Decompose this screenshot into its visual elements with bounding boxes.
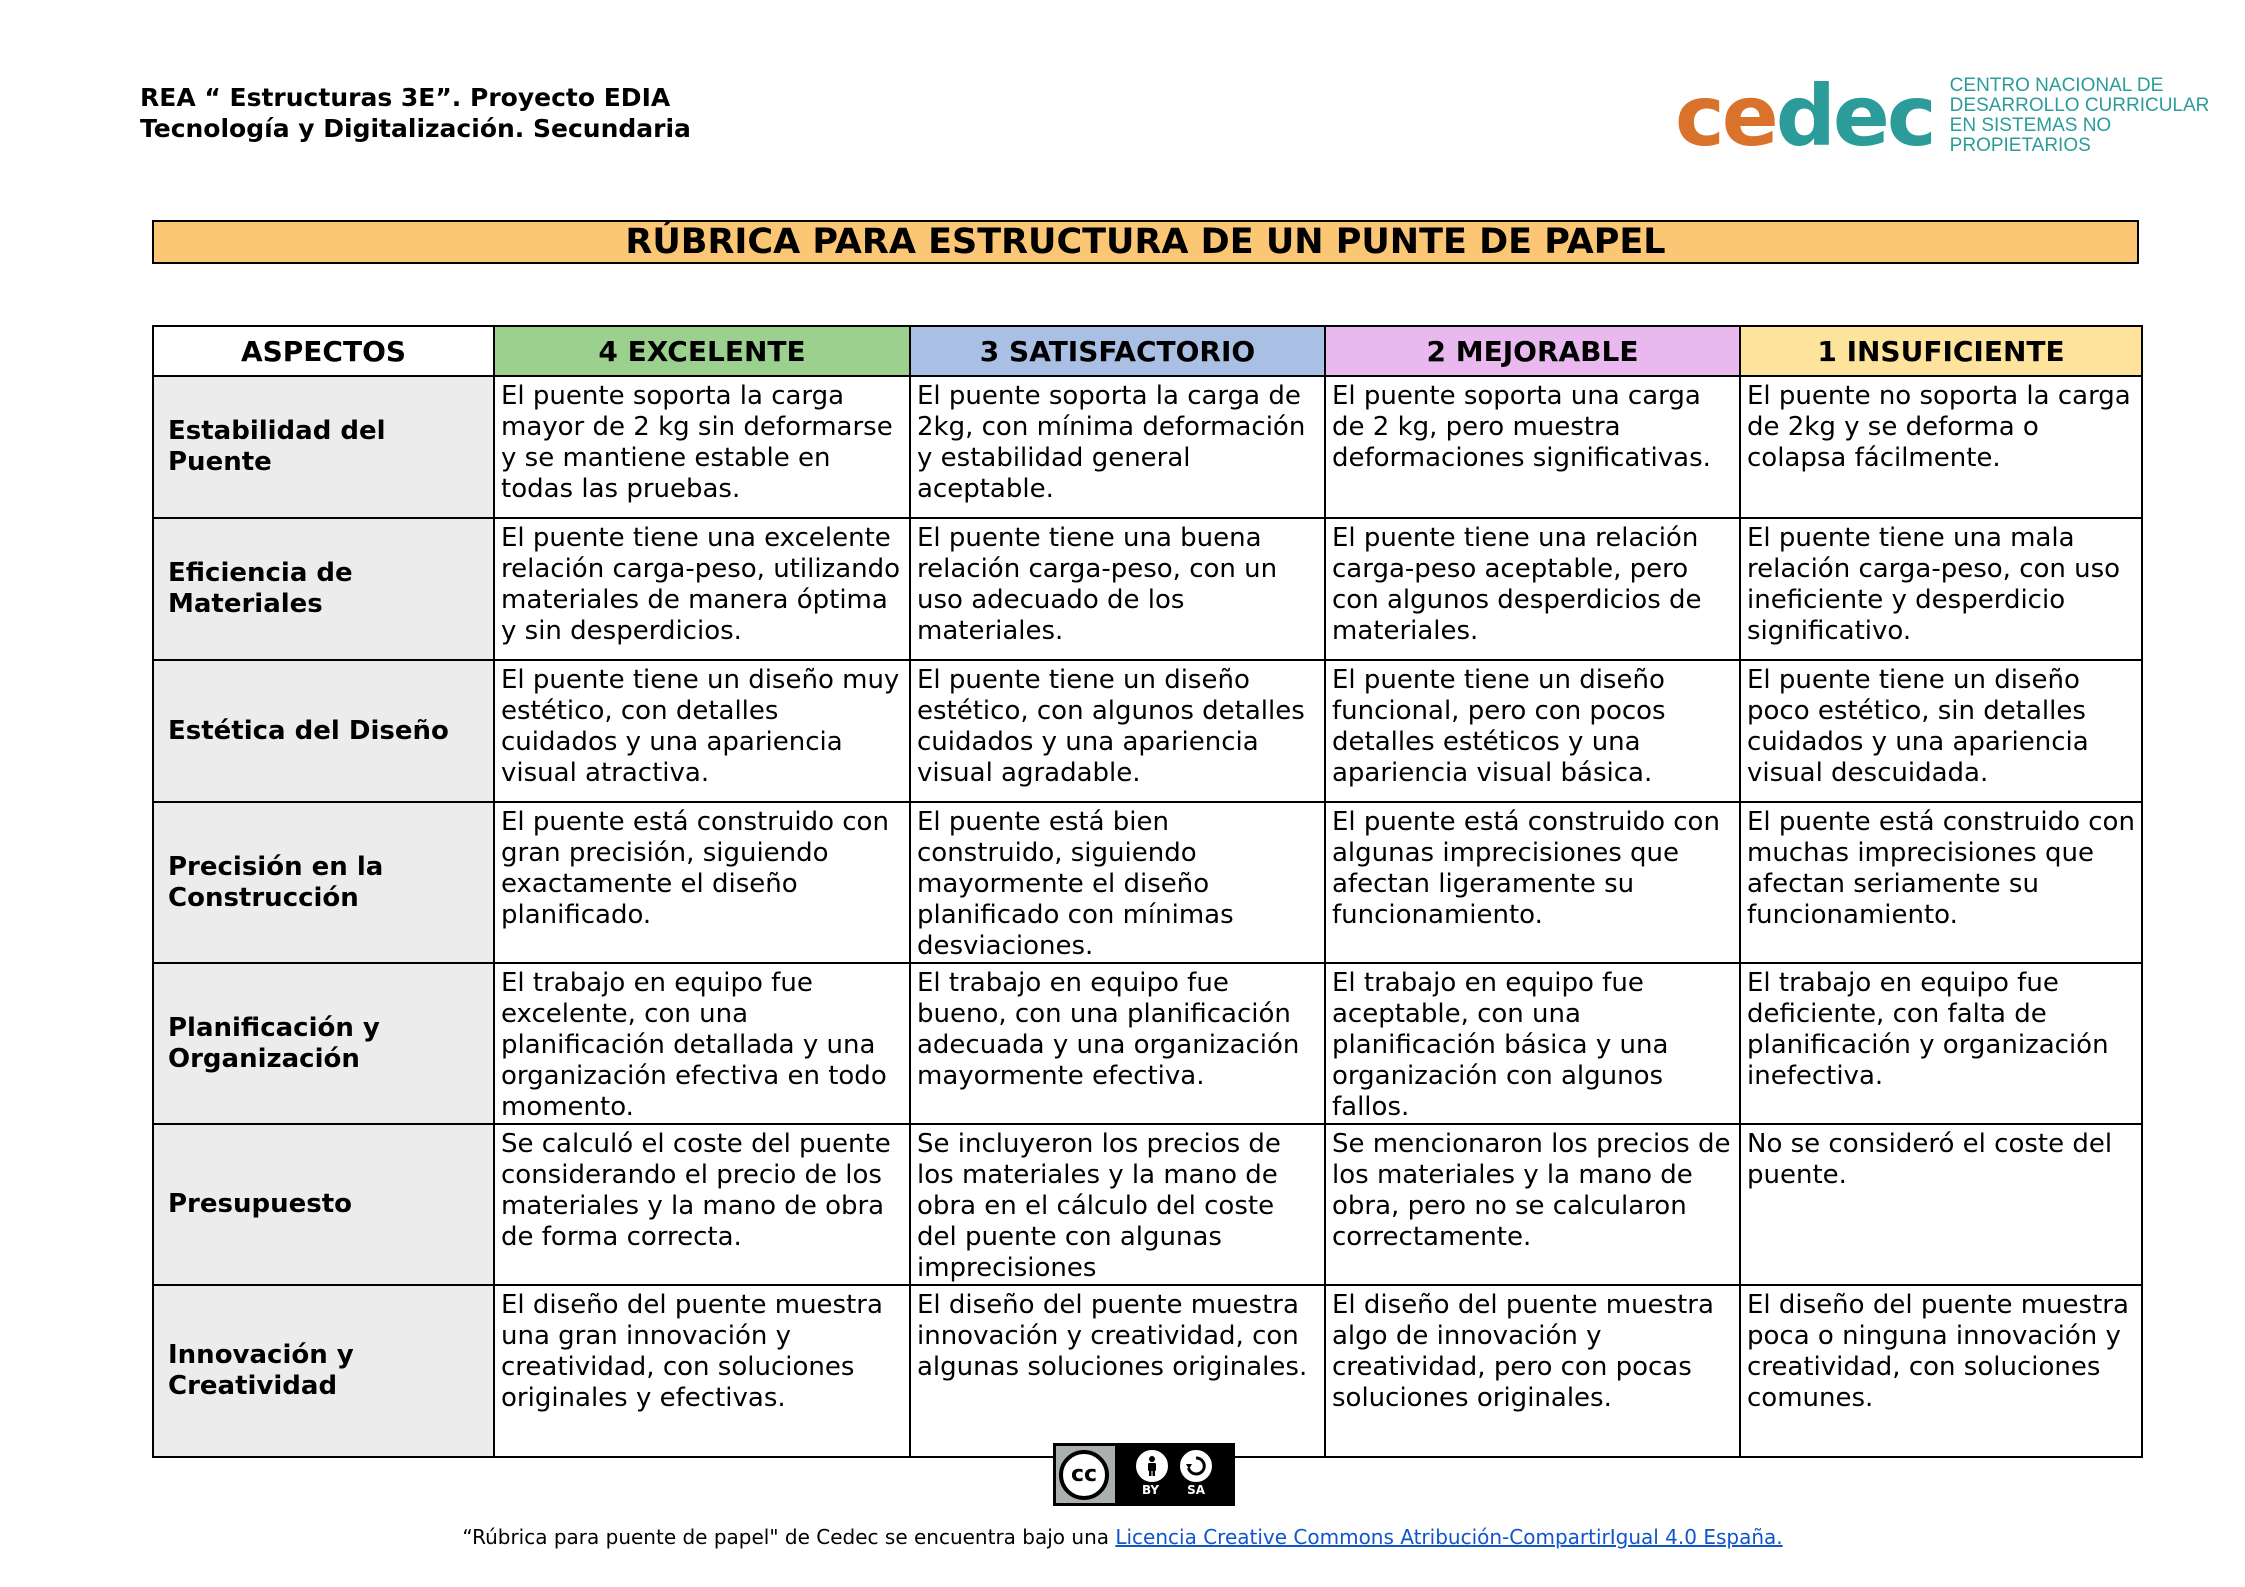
cedec-logo xyxy=(1675,67,2245,165)
logo-wordmark xyxy=(1675,67,1934,165)
descriptor-cell: El puente está construido con algunas imprecisiones que afectan ligeramente su funcionamiento. xyxy=(1325,802,1740,963)
logo-wordmark-dec: dec xyxy=(1775,67,1934,165)
rubric-title: RÚBRICA PARA ESTRUCTURA DE UN PUNTE DE PAPEL xyxy=(152,220,2139,264)
aspect-cell: Presupuesto xyxy=(153,1124,494,1285)
table-row xyxy=(153,376,2142,518)
table-row xyxy=(153,1285,2142,1457)
table-row xyxy=(153,660,2142,802)
descriptor-cell: No se consideró el coste del puente. xyxy=(1740,1124,2142,1285)
logo-subtitle-line-1: CENTRO NACIONAL DE xyxy=(1949,75,2164,96)
descriptor-cell: El diseño del puente muestra innovación y creatividad, con algunas soluciones originales. xyxy=(910,1285,1325,1457)
logo-subtitle-line-3: EN SISTEMAS NO PROPIETARIOS xyxy=(1949,115,2112,156)
descriptor-cell: El puente tiene un diseño poco estético, sin detalles cuidados y una apariencia visual descuidada. xyxy=(1740,660,2142,802)
table-row xyxy=(153,518,2142,660)
license-footer xyxy=(0,1525,2245,1549)
descriptor-cell: El trabajo en equipo fue aceptable, con una planificación básica y una organización con algunos fallos. xyxy=(1325,963,1740,1124)
table-header-row xyxy=(153,326,2142,376)
cc-badge-right xyxy=(1115,1446,1232,1503)
aspect-cell: Estabilidad del Puente xyxy=(153,376,494,518)
table-row xyxy=(153,963,2142,1124)
aspect-cell: Precisión en la Construcción xyxy=(153,802,494,963)
descriptor-cell: El trabajo en equipo fue deficiente, con falta de planificación y organización inefectiva. xyxy=(1740,963,2142,1124)
share-alike-icon xyxy=(1180,1450,1212,1482)
license-link[interactable]: Licencia Creative Commons Atribución-CompartirIgual 4.0 España. xyxy=(1115,1525,1783,1549)
cc-labels xyxy=(1142,1483,1205,1497)
descriptor-cell: El diseño del puente muestra una gran innovación y creatividad, con soluciones originales y efectivas. xyxy=(494,1285,910,1457)
descriptor-cell: El puente no soporta la carga de 2kg y se deforma o colapsa fácilmente. xyxy=(1740,376,2142,518)
descriptor-cell: El puente soporta una carga de 2 kg, pero muestra deformaciones significativas. xyxy=(1325,376,1740,518)
logo-subtitle xyxy=(1950,76,2245,156)
person-icon xyxy=(1136,1450,1168,1482)
descriptor-cell: El puente soporta la carga de 2kg, con mínima deformación y estabilidad general aceptable. xyxy=(910,376,1325,518)
descriptor-cell: El puente está construido con gran precisión, siguiendo exactamente el diseño planificado. xyxy=(494,802,910,963)
header-line-2: Tecnología y Digitalización. Secundaria xyxy=(140,114,691,143)
descriptor-cell: El puente tiene un diseño estético, con algunos detalles cuidados y una apariencia visual agradable. xyxy=(910,660,1325,802)
descriptor-cell: El puente soporta la carga mayor de 2 kg sin deformarse y se mantiene estable en todas las pruebas. xyxy=(494,376,910,518)
descriptor-cell: El puente tiene un diseño muy estético, con detalles cuidados y una apariencia visual atractiva. xyxy=(494,660,910,802)
cc-license-badge[interactable] xyxy=(1053,1443,1235,1506)
descriptor-cell: El trabajo en equipo fue bueno, con una planificación adecuada y una organización mayormente efectiva. xyxy=(910,963,1325,1124)
descriptor-cell: El puente tiene una excelente relación carga-peso, utilizando materiales de manera óptima y sin desperdicios. xyxy=(494,518,910,660)
descriptor-cell: El trabajo en equipo fue excelente, con una planificación detallada y una organización efectiva en todo momento. xyxy=(494,963,910,1124)
cc-icon: cc xyxy=(1059,1450,1109,1500)
descriptor-cell: El puente está bien construido, siguiendo mayormente el diseño planificado con mínimas desviaciones. xyxy=(910,802,1325,963)
header-mejorable: 2 MEJORABLE xyxy=(1325,326,1740,376)
descriptor-cell: El puente tiene un diseño funcional, pero con pocos detalles estéticos y una apariencia visual básica. xyxy=(1325,660,1740,802)
header-insuficiente: 1 INSUFICIENTE xyxy=(1740,326,2142,376)
aspect-cell: Innovación y Creatividad xyxy=(153,1285,494,1457)
descriptor-cell: Se calculó el coste del puente considerando el precio de los materiales y la mano de obra de forma correcta. xyxy=(494,1124,910,1285)
descriptor-cell: Se mencionaron los precios de los materiales y la mano de obra, pero no se calcularon correctamente. xyxy=(1325,1124,1740,1285)
cc-label-sa: SA xyxy=(1187,1483,1206,1497)
descriptor-cell: El puente tiene una relación carga-peso aceptable, pero con algunos desperdicios de materiales. xyxy=(1325,518,1740,660)
descriptor-cell: El puente tiene una mala relación carga-peso, con uso ineficiente y desperdicio significativo. xyxy=(1740,518,2142,660)
table-row xyxy=(153,1124,2142,1285)
descriptor-cell: Se incluyeron los precios de los materiales y la mano de obra en el cálculo del coste del puente con algunas imprecisiones xyxy=(910,1124,1325,1285)
cc-icons xyxy=(1136,1450,1212,1482)
logo-subtitle-line-2: DESARROLLO CURRICULAR xyxy=(1949,95,2210,116)
descriptor-cell: El puente tiene una buena relación carga-peso, con un uso adecuado de los materiales. xyxy=(910,518,1325,660)
cc-label-by: BY xyxy=(1141,1483,1160,1497)
aspect-cell: Eficiencia de Materiales xyxy=(153,518,494,660)
descriptor-cell: El puente está construido con muchas imprecisiones que afectan seriamente su funcionamiento. xyxy=(1740,802,2142,963)
logo-wordmark-ce: ce xyxy=(1675,67,1776,165)
header-satisfactorio: 3 SATISFACTORIO xyxy=(910,326,1325,376)
aspect-cell: Estética del Diseño xyxy=(153,660,494,802)
table-row xyxy=(153,802,2142,963)
rubric-table xyxy=(152,325,2143,1458)
descriptor-cell: El diseño del puente muestra poca o ninguna innovación y creatividad, con soluciones comunes. xyxy=(1740,1285,2142,1457)
header-excelente: 4 EXCELENTE xyxy=(494,326,910,376)
aspect-cell: Planificación y Organización xyxy=(153,963,494,1124)
descriptor-cell: El diseño del puente muestra algo de innovación y creatividad, pero con pocas soluciones originales. xyxy=(1325,1285,1740,1457)
header-line-1: REA “ Estructuras 3E”. Proyecto EDIA xyxy=(140,83,671,112)
footer-text: “Rúbrica para puente de papel" de Cedec se encuentra bajo una xyxy=(462,1525,1116,1549)
header-aspectos: ASPECTOS xyxy=(153,326,494,376)
document-header xyxy=(140,82,691,144)
